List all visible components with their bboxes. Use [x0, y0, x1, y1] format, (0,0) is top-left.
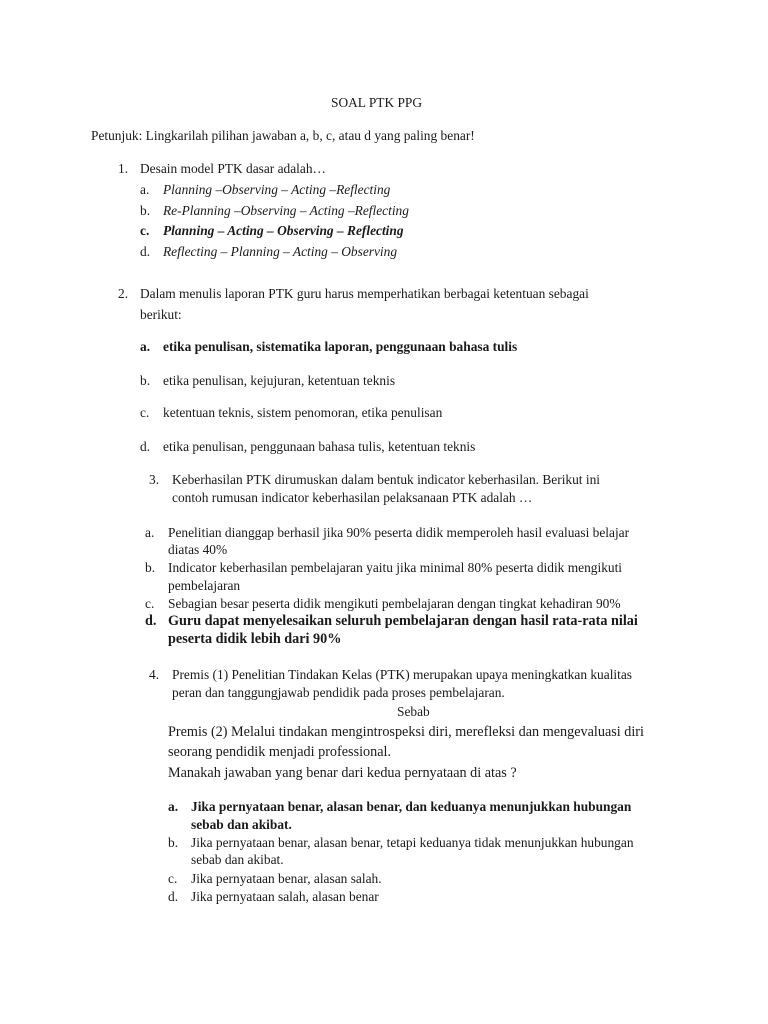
option-letter: b.: [145, 560, 156, 575]
option-text: etika penulisan, penggunaan bahasa tulis, ketentuan teknis: [163, 439, 476, 454]
option-text-line-2: diatas 40%: [168, 542, 228, 557]
option-letter: a.: [145, 525, 155, 540]
question-number: 1.: [118, 161, 129, 176]
question-text: Desain model PTK dasar adalah…: [140, 161, 326, 176]
option-letter: d.: [140, 244, 151, 259]
question-number: 2.: [118, 286, 129, 301]
option-letter: c.: [140, 405, 150, 420]
option-text: etika penulisan, kejujuran, ketentuan teknis: [163, 373, 396, 388]
option-letter: d.: [140, 439, 151, 454]
premise-2-line-1: Premis (2) Melalui tindakan mengintrospeksi diri, merefleksi dan mengevaluasi diri: [168, 724, 644, 740]
question-text-line-2: contoh rumusan indicator keberhasilan pelaksanaan PTK adalah …: [172, 490, 533, 505]
question-prompt: Manakah jawaban yang benar dari kedua pernyataan di atas ?: [168, 765, 517, 781]
question-text-line-1: Dalam menulis laporan PTK guru harus memperhatikan berbagai ketentuan sebagai: [140, 286, 589, 301]
instruction-text: Petunjuk: Lingkarilah pilihan jawaban a, b, c, atau d yang paling benar!: [91, 128, 475, 143]
option-text-correct-line-2: peserta didik lebih dari 90%: [168, 631, 342, 647]
option-text: Sebagian besar peserta didik mengikuti pembelajaran dengan tingkat kehadiran 90%: [168, 596, 621, 611]
option-text-correct-line-1: Jika pernyataan benar, alasan benar, dan keduanya menunjukkan hubungan: [191, 799, 632, 814]
option-text-line-1: Penelitian dianggap berhasil jika 90% peserta didik memperoleh hasil evaluasi belajar: [168, 525, 630, 540]
option-text-line-2: sebab dan akibat.: [191, 852, 284, 867]
option-text: ketentuan teknis, sistem penomoran, etika penulisan: [163, 405, 443, 420]
option-letter: b.: [140, 373, 151, 388]
option-text-line-2: pembelajaran: [168, 578, 241, 593]
option-text-correct-line-1: Guru dapat menyelesaikan seluruh pembelajaran dengan hasil rata-rata nilai: [168, 613, 638, 629]
question-number: 3.: [149, 472, 160, 487]
premise-1-line-1: Premis (1) Penelitian Tindakan Kelas (PTK) merupakan upaya meningkatkan kualitas: [172, 667, 633, 682]
option-text-correct: etika penulisan, sistematika laporan, penggunaan bahasa tulis: [163, 339, 518, 354]
option-text-line-1: Indicator keberhasilan pembelajaran yaitu jika minimal 80% peserta didik mengikuti: [168, 560, 623, 575]
page-title: SOAL PTK PPG: [331, 95, 423, 110]
option-text-line-1: Jika pernyataan benar, alasan benar, tetapi keduanya tidak menunjukkan hubungan: [191, 835, 634, 850]
question-text-line-1: Keberhasilan PTK dirumuskan dalam bentuk indicator keberhasilan. Berikut ini: [172, 472, 601, 487]
option-text-correct: Planning – Acting – Observing – Reflecting: [163, 223, 404, 238]
option-letter: b.: [140, 203, 151, 218]
option-letter-correct: a.: [168, 799, 179, 814]
option-text: Jika pernyataan benar, alasan salah.: [191, 871, 382, 886]
question-text-line-2: berikut:: [140, 307, 182, 322]
premise-2-line-2: seorang pendidik menjadi professional.: [168, 744, 392, 760]
option-letter-correct: a.: [140, 339, 151, 354]
option-text: Jika pernyataan salah, alasan benar: [191, 889, 379, 904]
option-letter: c.: [168, 871, 178, 886]
option-text: Re-Planning –Observing – Acting –Reflecting: [163, 203, 409, 218]
sebab-label: Sebab: [397, 704, 430, 719]
option-text: Planning –Observing – Acting –Reflecting: [163, 182, 391, 197]
option-text-correct-line-2: sebab dan akibat.: [191, 817, 292, 832]
option-text: Reflecting – Planning – Acting – Observing: [163, 244, 398, 259]
option-letter: d.: [168, 889, 179, 904]
option-letter-correct: c.: [140, 223, 150, 238]
option-letter: c.: [145, 596, 155, 611]
option-letter-correct: d.: [145, 613, 157, 629]
premise-1-line-2: peran dan tanggungjawab pendidik pada proses pembelajaran.: [172, 685, 505, 700]
question-number: 4.: [149, 667, 160, 682]
option-letter: b.: [168, 835, 179, 850]
option-letter: a.: [140, 182, 150, 197]
